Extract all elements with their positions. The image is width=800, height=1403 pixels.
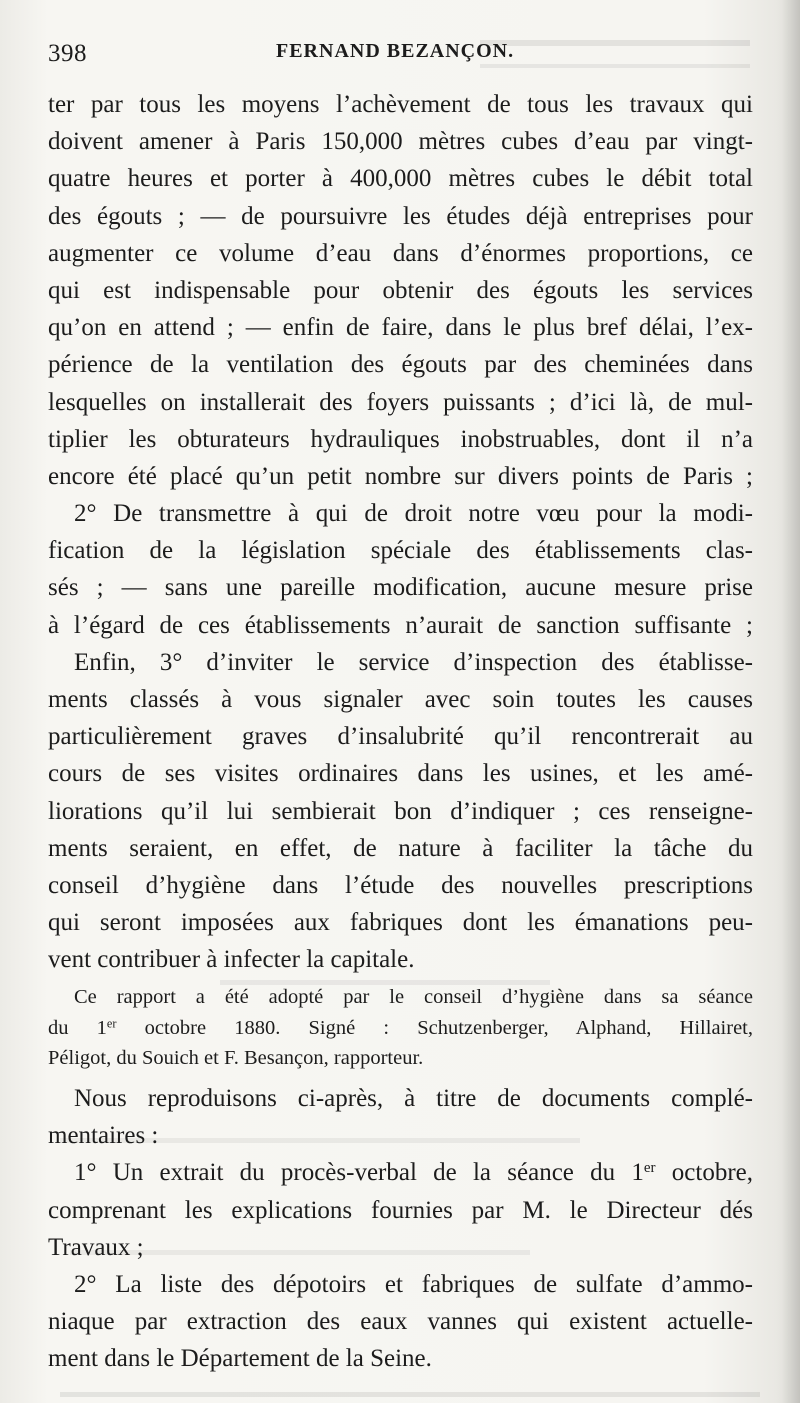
text-line: mentaires : [48, 1122, 159, 1150]
note-line: Péligot, du Souich et F. Besançon, rapporteur. [48, 1047, 424, 1069]
text-line: doivent amener à Paris 150,000 mètres cubes d’eau par vingt- [48, 128, 753, 156]
text-line: qu’on en attend ; — enfin de faire, dans le plus bref délai, l’ex- [48, 314, 753, 342]
line-text: octobre, [655, 1159, 753, 1187]
text-line: 2° La liste des dépotoirs et fabriques de sulfate d’ammo- [74, 1270, 753, 1298]
text-line: niaque par extraction des eaux vannes qui existent actuelle- [48, 1308, 753, 1336]
text-line: fication de la législation spéciale des établissements clas- [48, 537, 753, 565]
page-number: 398 [48, 40, 87, 67]
text-line [48, 1154, 753, 1191]
text-line: ter par tous les moyens l’achèvement de tous les travaux qui [48, 91, 753, 118]
text-line: ments classés à vous signaler avec soin toutes les causes [48, 686, 753, 713]
note-line: Ce rapport a été adopté par le conseil d’hygiène dans sa séance [74, 986, 753, 1008]
text-line: vent contribuer à infecter la capitale. [48, 946, 415, 974]
text-line: des égouts ; — de poursuivre les études déjà entreprises pour [48, 202, 753, 230]
text-line: conseil d’hygiène dans l’étude des nouvelles prescriptions [48, 871, 753, 899]
text-line: qui seront imposées aux fabriques dont les émanations peu- [48, 909, 753, 937]
text-line: liorations qu’il lui sembierait bon d’indiquer ; ces renseigne- [48, 797, 753, 825]
ordinal-superscript: er [106, 1015, 117, 1030]
page-header [48, 40, 748, 76]
note-text: octobre 1880. Signé : Schutzenberger, Alphand, Hillairet, [116, 1016, 753, 1039]
text-line: ments seraient, en effet, de nature à faciliter la tâche du [48, 834, 753, 862]
text-line: particulièrement graves d’insalubrité qu’il rencontrerait au [48, 723, 753, 751]
text-line: comprenant les explications fournies par M. le Directeur dés [48, 1196, 753, 1224]
text-line: qui est indispensable pour obtenir des égouts les services [48, 276, 753, 304]
text-line: cours de ses visites ordinaires dans les usines, et les amé- [48, 760, 753, 788]
text-line: ment dans le Département de la Seine. [48, 1345, 432, 1373]
note-text: du 1 [48, 1016, 107, 1039]
body-text [48, 86, 753, 979]
running-head: FERNAND BEZANÇON. [276, 40, 515, 62]
adoption-note [48, 982, 753, 1074]
text-line: Enfin, 3° d’inviter le service d’inspection des établisse- [74, 648, 753, 676]
text-line: augmenter ce volume d’eau dans d’énormes proportions, ce [48, 239, 753, 267]
line-text: 1° Un extrait du procès-verbal de la séance du 1 [74, 1159, 644, 1187]
text-line: lesquelles on installerait des foyers puissants ; d’ici là, de mul- [48, 388, 753, 416]
ordinal-superscript: er [643, 1160, 656, 1177]
page-edge-shadow [782, 0, 800, 1403]
body-text-continued [48, 1080, 753, 1378]
text-line: quatre heures et porter à 400,000 mètres cubes le débit total [48, 165, 753, 193]
text-line: Travaux ; [48, 1233, 144, 1261]
text-line: périence de la ventilation des égouts par des cheminées dans [48, 351, 753, 379]
text-line: sés ; — sans une pareille modification, aucune mesure prise [48, 574, 753, 602]
text-line: encore été placé qu’un petit nombre sur divers points de Paris ; [48, 462, 753, 490]
note-line [48, 1013, 753, 1044]
text-line: Nous reproduisons ci-après, à titre de documents complé- [74, 1085, 753, 1112]
text-line: 2° De transmettre à qui de droit notre vœu pour la modi- [74, 500, 753, 528]
text-line: à l’égard de ces établissements n’aurait de sanction suffisante ; [48, 611, 753, 639]
text-line: tiplier les obturateurs hydrauliques inobstruables, dont il n’a [48, 425, 753, 453]
